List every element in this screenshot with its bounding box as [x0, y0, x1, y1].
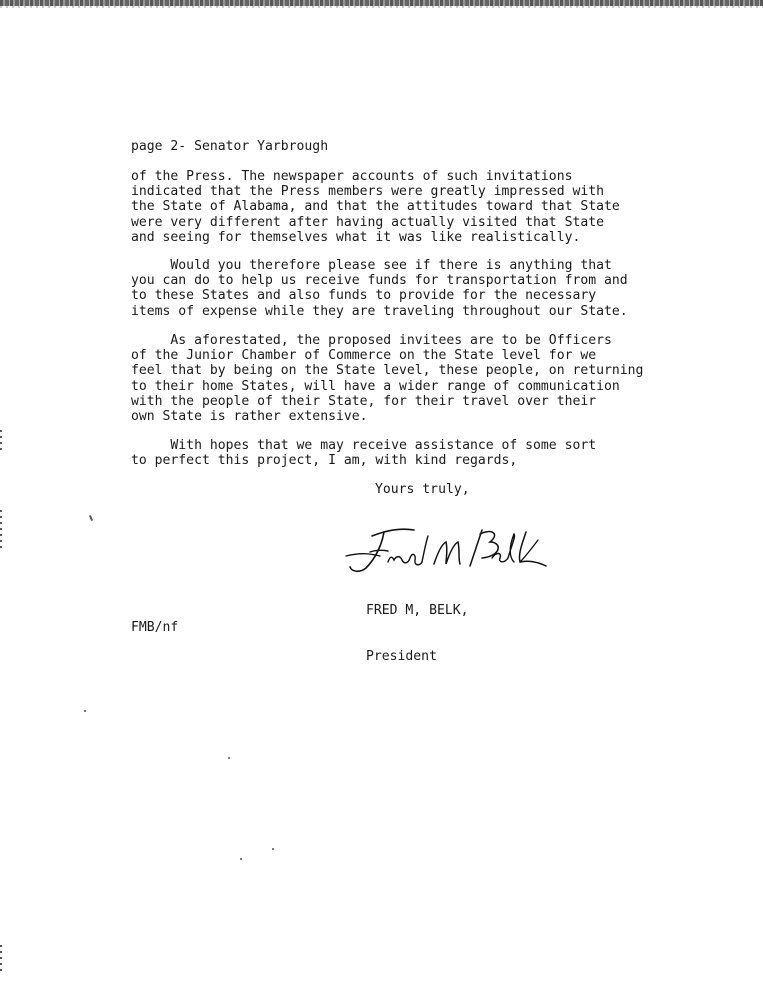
- text-line: Would you therefore please see if there is anything that: [131, 258, 612, 273]
- scan-left-edge-mark: [0, 510, 2, 550]
- text-line: to perfect this project, I am, with kind regards,: [131, 453, 518, 469]
- paragraph-1: [131, 169, 620, 245]
- text-line: indicated that the Press members were greatly impressed with: [131, 184, 604, 200]
- text-line: items of expense while they are traveling throughout our State.: [131, 303, 628, 319]
- text-line: With hopes that we may receive assistance of some sort: [131, 438, 597, 453]
- scan-speck: [84, 710, 86, 712]
- text-line: to their home States, will have a wider range of communication: [131, 378, 620, 394]
- text-line: of the Junior Chamber of Commerce on the State level for we: [131, 348, 597, 364]
- scan-speck: [228, 757, 230, 759]
- scan-speck: [240, 858, 242, 860]
- text-line: As aforestated, the proposed invitees are to be Officers: [131, 333, 612, 348]
- scan-speck: [272, 848, 274, 850]
- text-line: were very different after having actually visited that State: [131, 214, 604, 230]
- scan-left-edge-mark: [0, 945, 2, 975]
- paragraph-3: [131, 333, 643, 424]
- text-line: you can do to help us receive funds for transportation from and: [131, 273, 628, 289]
- text-line: to these States and also funds to provide for the necessary: [131, 288, 597, 304]
- text-line: with the people of their State, for their travel over their: [131, 393, 597, 409]
- scan-left-edge-mark: [0, 430, 2, 450]
- paragraph-2: [131, 258, 628, 319]
- text-line: own State is rather extensive.: [131, 408, 368, 424]
- paragraph-4: [131, 438, 596, 468]
- text-line: the State of Alabama, and that the attitudes toward that State: [131, 199, 620, 215]
- page-header: page 2- Senator Yarbrough: [131, 139, 329, 154]
- closing-salutation: Yours truly,: [375, 482, 470, 497]
- text-line: feel that by being on the State level, these people, on returning: [131, 363, 644, 379]
- text-line: of the Press. The newspaper accounts of such invitations: [131, 169, 573, 184]
- reference-initials: FMB/nf: [131, 620, 179, 635]
- signer-title: President: [366, 649, 437, 665]
- signer-block: [366, 572, 468, 680]
- scan-speck: [89, 515, 93, 521]
- scan-top-edge-faint: [0, 6, 763, 8]
- text-line: and seeing for themselves what it was like realistically.: [131, 229, 581, 245]
- signer-name: FRED M, BELK,: [366, 602, 469, 618]
